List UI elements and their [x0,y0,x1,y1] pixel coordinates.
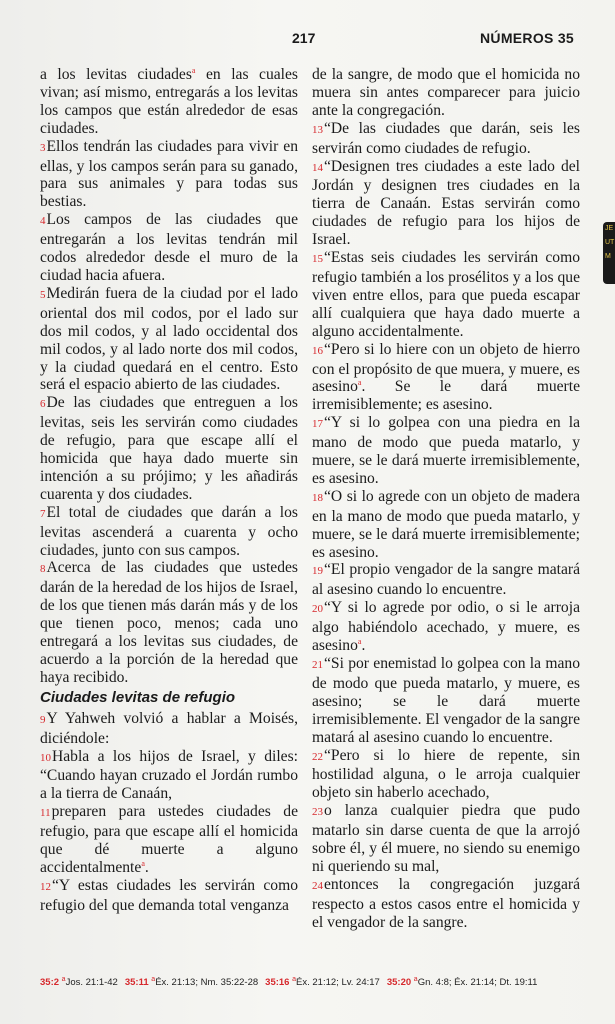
verse-number: 22 [312,750,323,763]
verse-text: Medirán fuera de la ciudad por el lado oriental dos mil codos, por el lado sur dos mil codos, y al lado occidental dos mil codos, y al lado norte dos mil codos, y la ciudad quedará en el centro. Esto será el espacio abierto de las ciudades. [40,284,298,394]
verse-paragraph [40,394,298,503]
footnote-text: Éx. 21:12; Lv. 24:17 [296,977,380,989]
verse-paragraph [312,747,580,803]
verse-paragraph [312,655,580,747]
verse-text: “Y si lo golpea con una piedra en la mano de modo que pueda matarlo, y muere, se le dará muerte irremisiblemente, es asesino. [312,414,580,487]
verse-paragraph [40,138,298,212]
verse-text: “Pero si lo hiere de repente, sin hostilidad alguna, o le arroja cualquier objeto sin haberlo acechado, [312,746,580,802]
verse-paragraph [40,211,298,285]
verse-text: “Pero si lo hiere con un objeto de hierro con el propósito de que muera, y muere, es asesino [312,340,580,396]
verse-text: . [361,637,366,655]
footnote-ref: 35:11 [124,977,149,989]
verse-number: 18 [312,491,323,504]
verse-text: o lanza cualquier piedra que pudo matarlo sin darse cuenta de que la arrojó sobre él, y él muere, no siendo su enemigo ni queriendo su mal, [312,802,580,875]
verse-paragraph [312,561,580,599]
footnote-text: Jos. 21:1-42 [65,977,118,989]
footnote-ref: 35:2 [40,977,60,989]
footnote-ref: 35:16 [265,977,290,989]
verse-text: “Estas seis ciudades les servirán como refugio también a los prosélitos y a los que viven entre ellos, para que pueda escapar allí cualquiera que haya dado muerte a alguno accidentalmente. [312,249,580,340]
verse-text: “Y si lo agrede por odio, o si le arroja algo habiéndolo acechado, y muere, es asesino [312,599,580,655]
verse-number: 20 [312,603,323,616]
verse-text: De las ciudades que entreguen a los levitas, seis les servirán como ciudades de refugio, para que escape allí el homicida que haya dado muerte sin intención a su prójimo; y les añadirás cuarenta y dos ciudades. [40,394,298,503]
verse-text: preparen para ustedes ciudades de refugio, para que escape allí el homicida que dé muerte a alguno accidentalmente [40,803,298,876]
verse-text: entonces la congregación juzgará respecto a estos casos entre el homicida y el vengador de la sangre. [312,875,580,931]
verse-paragraph [312,876,580,932]
verse-paragraph [40,803,298,877]
verse-paragraph [312,249,580,341]
verse-number: 12 [40,880,51,893]
verse-paragraph [312,414,580,488]
verse-number: 7 [40,507,46,520]
verse-number: 11 [40,807,51,820]
verse-paragraph [312,802,580,876]
footnote-entry [40,977,118,988]
thumb-index-tab: JE UT M [603,222,615,284]
footnote-entry [265,977,380,988]
page-header [0,30,615,54]
verse-number: 21 [312,659,323,671]
verse-paragraph [40,285,298,394]
footnote-text: Éx. 21:13; Nm. 35:22-28 [155,977,259,989]
footnotes [40,976,585,988]
verse-number: 3 [40,141,46,154]
footnote-marker: a [357,378,362,388]
verse-text: “Y estas ciudades les servirán como refugio del que demanda total venganza [40,876,298,914]
verse-text: en las cuales vivan; así mismo, entregarás a los levitas los campos que están alrededor de esas ciudades. [40,66,298,137]
verse-text: “Designen tres ciudades a este lado del Jordán y designen tres ciudades en la tierra de Canaán. Estas servirán como ciudades de refugio para los hijos de Israel. [312,157,580,249]
section-heading: Ciudades levitas de refugio [40,688,236,706]
verse-text: . [144,858,149,876]
verse-number: 17 [312,418,323,431]
verse-paragraph [312,158,580,250]
verse-text: “Si por enemistad lo golpea con la mano de modo que pueda matarlo, y muere, es asesino; se le dará muerte irremisiblemente. El vengador de la sangre matará al asesino cuando lo encuentre. [312,655,580,746]
footnote-entry [387,977,538,988]
verse-paragraph [40,877,298,915]
verse-number: 19 [312,565,323,578]
verse-paragraph [40,710,298,748]
footnote-letter: a [61,976,66,983]
footnote-entry [125,977,258,988]
footnote-ref: 35:20 [386,977,412,989]
footnote-marker: a [357,636,362,646]
verse-number: 4 [40,215,46,228]
footnote-marker: a [141,858,145,868]
verse-number: 8 [40,563,46,576]
verse-paragraph [312,120,580,158]
verse-number: 10 [40,751,51,764]
verse-text: Ellos tendrán las ciudades para vivir en ellas, y los campos serán para su ganado, para sus animales y para todas sus bestias. [40,137,298,211]
verse-number: 16 [312,344,323,357]
verse-paragraph [312,599,580,655]
verse-number: 6 [40,398,46,411]
verse-paragraph [312,488,580,562]
verse-text: . Se le dará muerte irremisiblemente; es asesino. [312,378,580,414]
verse-paragraph [40,559,298,686]
verse-text: Habla a los hijos de Israel, y diles: “Cuando hayan cruzado el Jordán rumbo a la tierra de Canaán, [40,747,298,803]
verse-number: 5 [40,288,46,301]
verse-paragraph [312,341,580,415]
verse-paragraph [40,748,298,804]
verse-text: Y Yahweh volvió a hablar a Moisés, diciéndole: [40,709,298,747]
left-column [40,66,298,915]
text-paragraph [40,66,298,138]
running-head: NÚMEROS 35 [480,30,575,46]
footnote-marker: a [191,65,196,75]
verse-number: 23 [312,806,323,819]
verse-number: 13 [312,123,323,136]
verse-text: El total de ciudades que darán a los levitas ascenderá a cuarenta y ocho ciudades, junto con sus campos. [40,503,298,559]
verse-number: 24 [312,879,323,892]
verse-number: 9 [40,713,46,726]
footnote-letter: a [151,976,156,983]
verse-text: “O si lo agrede con un objeto de madera en la mano de modo que pueda matarlo, y muere, se le dará muerte irremisiblemente; es asesino. [312,487,580,561]
verse-number: 14 [312,161,323,174]
verse-number: 15 [312,253,323,266]
right-column [312,66,580,932]
verse-text: a los levitas ciudades [40,66,192,83]
verse-text: de la sangre, de modo que el homicida no muera sin antes comparecer para juicio ante la congregación. [312,66,580,119]
verse-text: “De las ciudades que darán, seis les servirán como ciudades de refugio. [312,119,580,157]
text-paragraph [312,66,580,120]
footnote-text: Gn. 4:8; Éx. 21:14; Dt. 19:11 [417,977,538,989]
page-number: 217 [292,30,316,46]
verse-text: “El propio vengador de la sangre matará al asesino cuando lo encuentre. [312,561,580,599]
footnote-letter: a [292,976,297,983]
verse-text: Acerca de las ciudades que ustedes darán de la heredad de los hijos de Israel, de los que tienen más darán más y de los que tienen poco, menos; cada uno entregará a los levitas sus ciudades, de acuerdo a la porción de la heredad que haya recibido. [40,559,298,686]
footnote-letter: a [413,976,418,983]
verse-text: Los campos de las ciudades que entregarán a los levitas tendrán mil codos alrededor desde el muro de la ciudad hacia afuera. [40,211,298,284]
verse-paragraph [40,504,298,560]
